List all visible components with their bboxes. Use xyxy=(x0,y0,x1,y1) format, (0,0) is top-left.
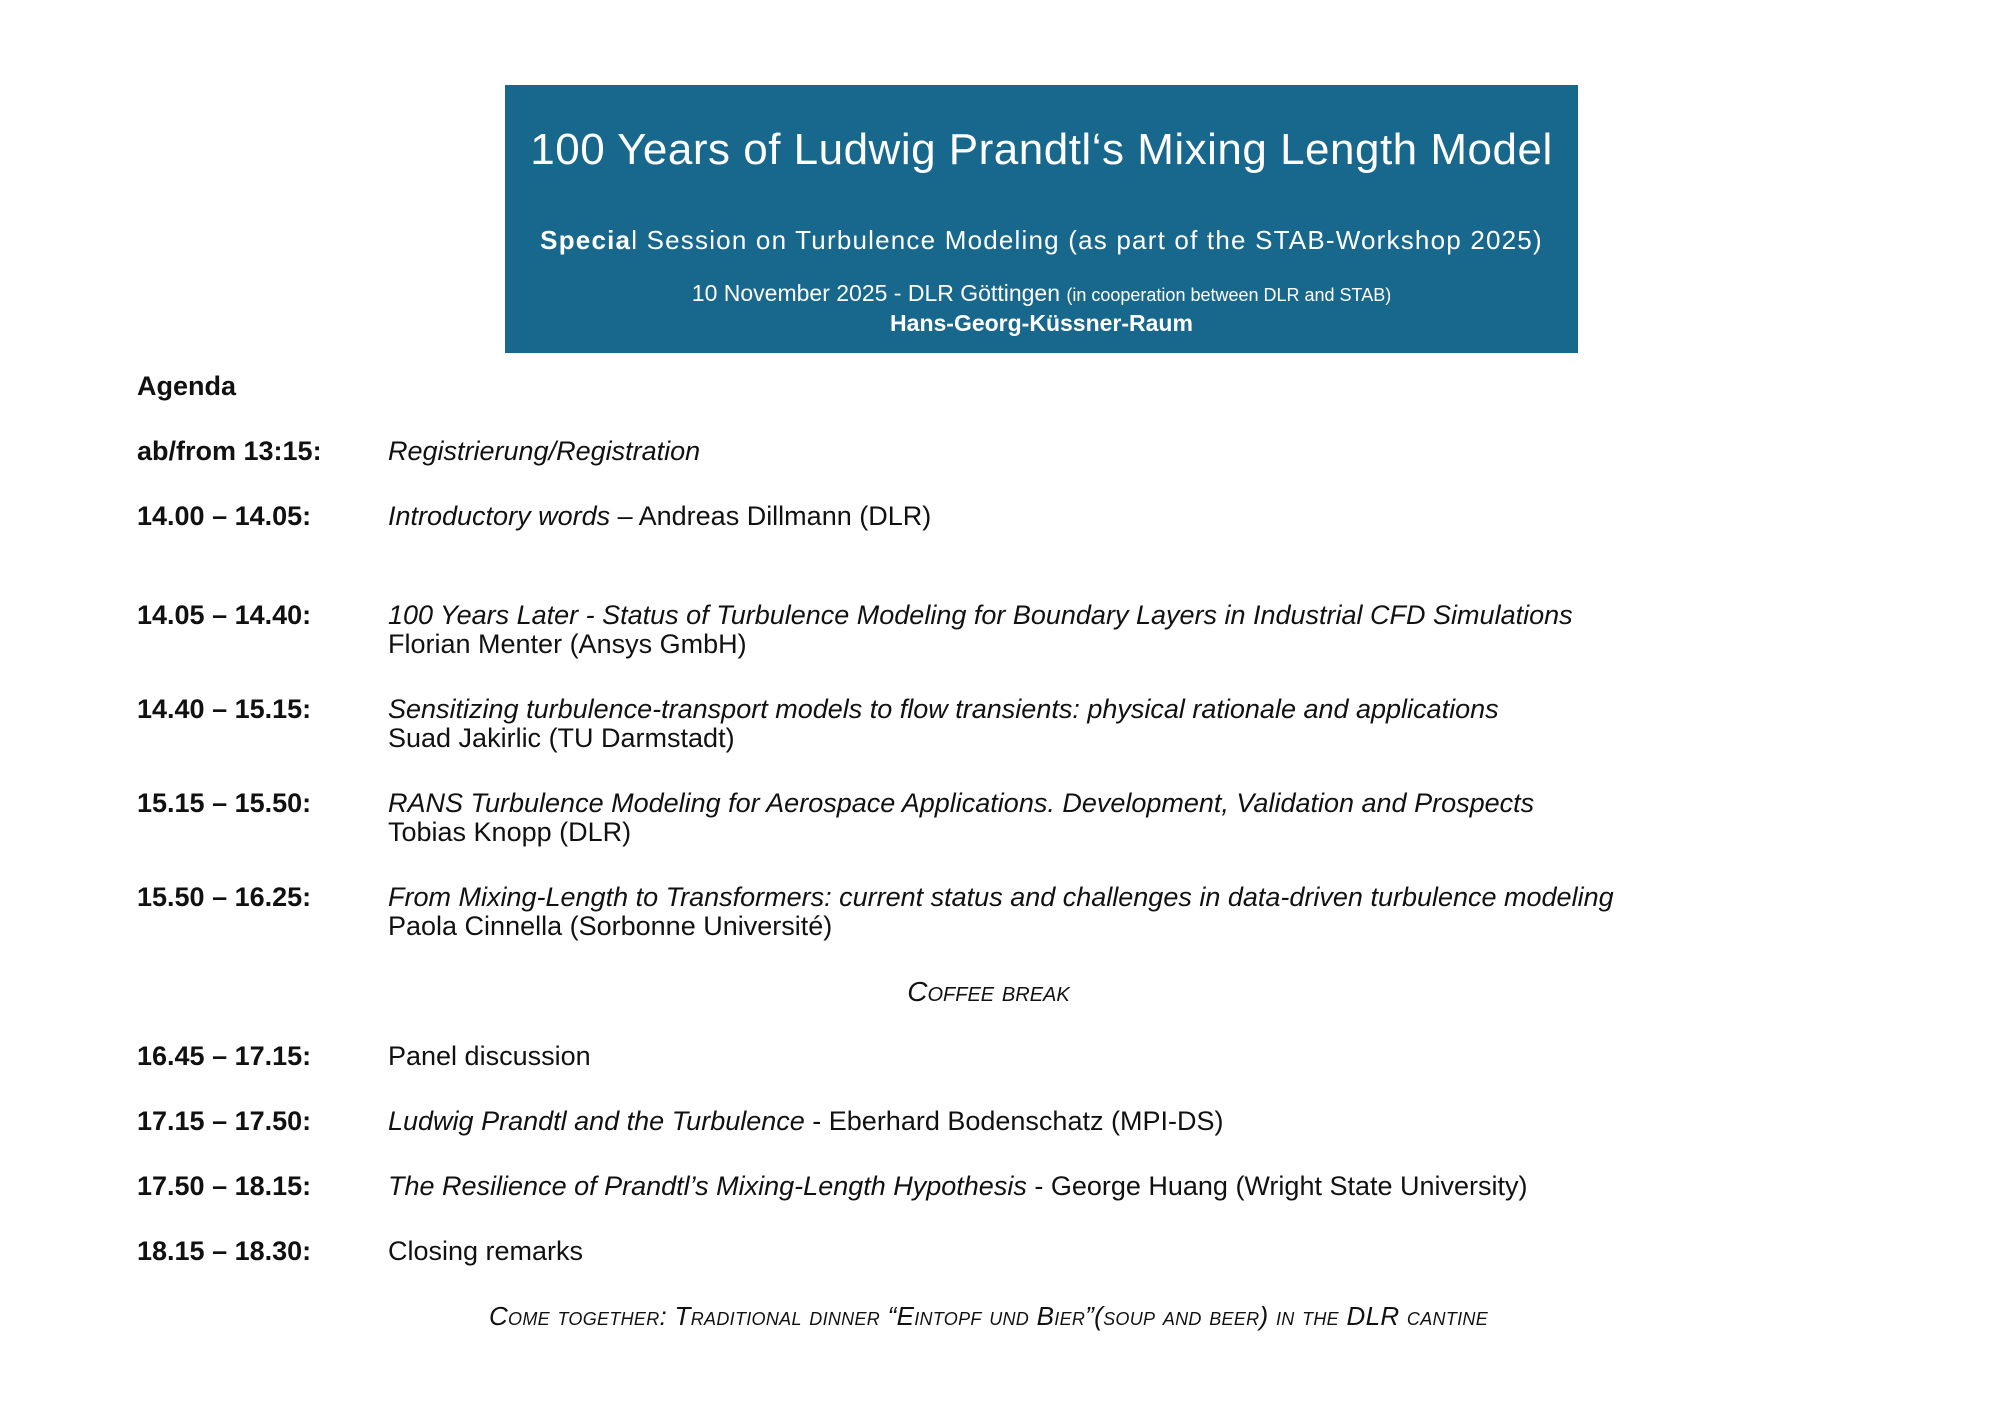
agenda-title-line xyxy=(388,502,1840,531)
agenda-speaker: Paola Cinnella (Sorbonne Université) xyxy=(388,911,833,941)
agenda-speaker: Suad Jakirlic (TU Darmstadt) xyxy=(388,723,735,753)
agenda-title: From Mixing-Length to Transformers: current status and challenges in data-driven turbulence modeling xyxy=(388,882,1614,912)
agenda-content xyxy=(388,695,1840,753)
agenda-time: 17.50 – 18.15: xyxy=(137,1171,312,1201)
agenda-row xyxy=(137,601,1840,659)
agenda-title: Ludwig Prandtl and the Turbulence xyxy=(388,1106,805,1136)
agenda-time: 14.40 – 15.15: xyxy=(137,694,312,724)
agenda-time: 18.15 – 18.30: xyxy=(137,1236,312,1266)
agenda-row xyxy=(137,1172,1840,1201)
banner-date-note: (in cooperation between DLR and STAB) xyxy=(1066,285,1392,305)
agenda-content xyxy=(388,1107,1840,1136)
agenda-title: Panel discussion xyxy=(388,1041,591,1071)
agenda-title: The Resilience of Prandtl’s Mixing-Length Hypothesis xyxy=(388,1171,1027,1201)
agenda-title-line xyxy=(388,1237,1840,1266)
agenda-title-line xyxy=(388,1107,1840,1136)
agenda-title: Registrierung/Registration xyxy=(388,436,701,466)
banner-room: Hans-Georg-Küssner-Raum xyxy=(890,310,1193,336)
agenda-content xyxy=(388,437,1840,466)
agenda-content xyxy=(388,601,1840,659)
agenda-speaker: Florian Menter (Ansys GmbH) xyxy=(388,629,747,659)
agenda-title: Introductory words xyxy=(388,501,611,531)
banner-subtitle-bold-part: Specia xyxy=(540,225,632,255)
agenda-time: 16.45 – 17.15: xyxy=(137,1041,312,1071)
agenda-time: 14.05 – 14.40: xyxy=(137,600,312,630)
agenda-row xyxy=(137,437,1840,466)
agenda-title-line xyxy=(388,883,1840,912)
banner-title: 100 Years of Ludwig Prandtl‘s Mixing Length Model xyxy=(530,125,1553,174)
agenda-row xyxy=(137,502,1840,531)
agenda-section xyxy=(137,372,1840,1331)
agenda-speaker-inline: - Eberhard Bodenschatz (MPI-DS) xyxy=(804,1106,1224,1136)
come-together-label: Come together: Traditional dinner “Eintopf und Bier”(soup and beer) in the DLR cantine xyxy=(488,1301,1489,1331)
agenda-speaker-inline: - George Huang (Wright State University) xyxy=(1026,1171,1528,1201)
agenda-title-line xyxy=(388,1172,1840,1201)
agenda-row xyxy=(137,1042,1840,1071)
agenda-row xyxy=(137,883,1840,941)
agenda-row xyxy=(137,695,1840,753)
agenda-row xyxy=(137,789,1840,847)
agenda-content xyxy=(388,1172,1840,1201)
agenda-content xyxy=(388,1042,1840,1071)
agenda-content xyxy=(388,883,1840,941)
agenda-title-line xyxy=(388,695,1840,724)
agenda-title-line xyxy=(388,1042,1840,1071)
coffee-break-label: Coffee break xyxy=(907,976,1070,1007)
agenda-row xyxy=(137,1107,1840,1136)
agenda-title: RANS Turbulence Modeling for Aerospace Applications. Development, Validation and Prospects xyxy=(388,788,1535,818)
agenda-heading: Agenda xyxy=(137,371,237,401)
agenda-title-line xyxy=(388,437,1840,466)
agenda-speaker-inline: – Andreas Dillmann (DLR) xyxy=(610,501,932,531)
agenda-speaker: Tobias Knopp (DLR) xyxy=(388,817,632,847)
agenda-list xyxy=(137,437,1840,1331)
banner-subtitle xyxy=(505,225,1578,256)
agenda-content xyxy=(388,1237,1840,1266)
agenda-content xyxy=(388,789,1840,847)
banner-subtitle-rest: l Session on Turbulence Modeling (as part of the STAB-Workshop 2025) xyxy=(631,225,1543,255)
agenda-row xyxy=(137,1237,1840,1266)
agenda-title: Closing remarks xyxy=(388,1236,584,1266)
banner-date-main: 10 November 2025 - DLR Göttingen xyxy=(691,280,1067,306)
banner-date xyxy=(505,280,1578,307)
agenda-title-line xyxy=(388,789,1840,818)
agenda-title: 100 Years Later - Status of Turbulence Modeling for Boundary Layers in Industrial CFD Simulations xyxy=(388,600,1573,630)
agenda-title-line xyxy=(388,601,1840,630)
agenda-content xyxy=(388,502,1840,531)
agenda-time: 15.50 – 16.25: xyxy=(137,882,312,912)
agenda-title: Sensitizing turbulence-transport models to flow transients: physical rationale and applications xyxy=(388,694,1499,724)
agenda-time: 14.00 – 14.05: xyxy=(137,501,312,531)
agenda-time: 17.15 – 17.50: xyxy=(137,1106,312,1136)
banner xyxy=(505,85,1578,353)
agenda-time: ab/from 13:15: xyxy=(137,436,322,466)
agenda-time: 15.15 – 15.50: xyxy=(137,788,312,818)
